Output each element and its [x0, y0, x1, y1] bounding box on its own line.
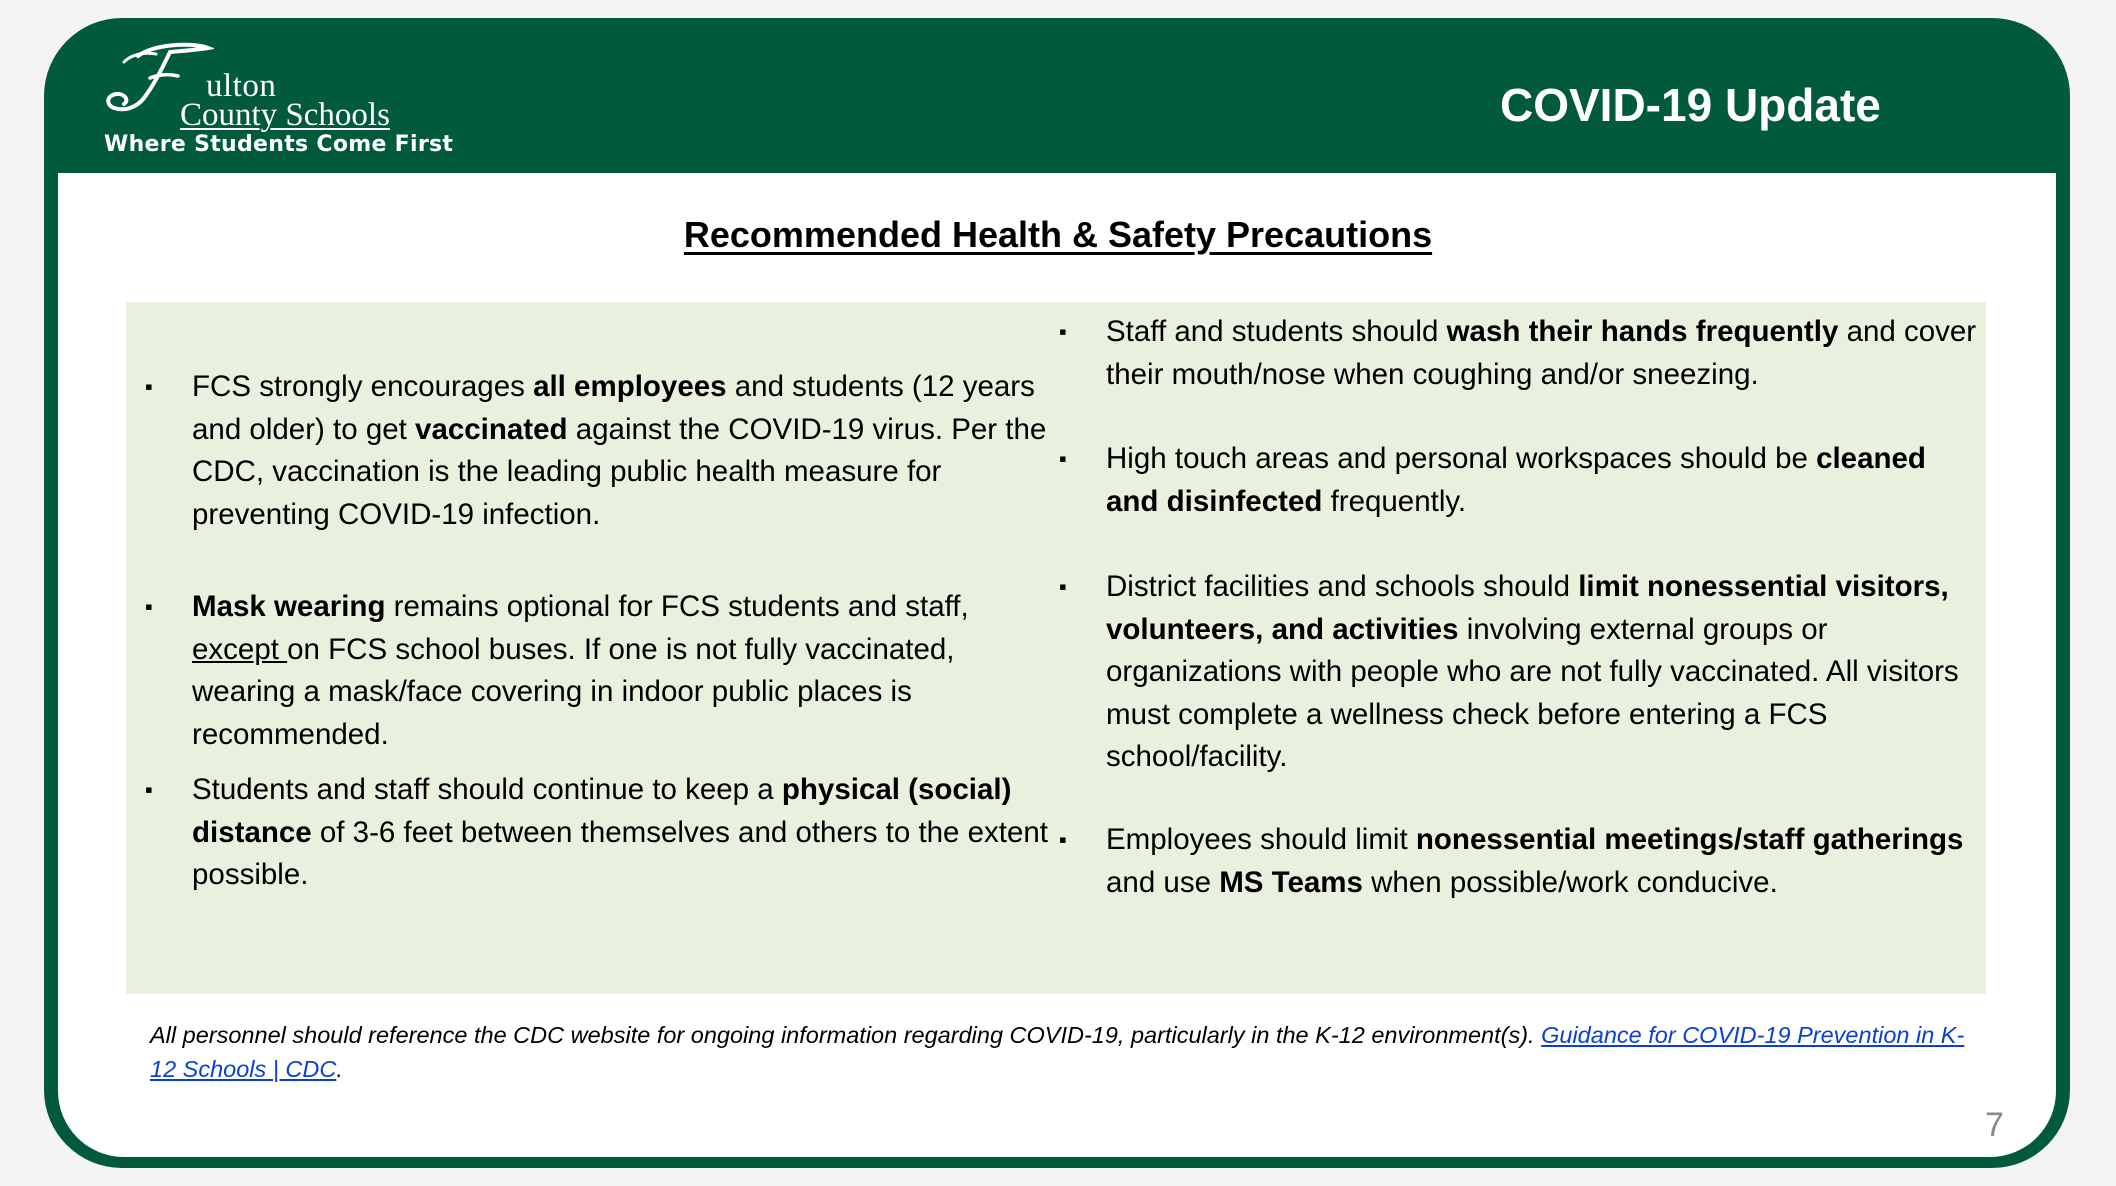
bullet-marker: ▪ — [145, 777, 153, 802]
bullet-marker: ▪ — [1059, 827, 1067, 852]
footnote — [150, 1018, 1970, 1086]
logo-line1: ulton — [206, 68, 277, 104]
text-run: and use — [1106, 865, 1220, 899]
bold-text: wash their hands frequently — [1446, 315, 1839, 348]
bullet-marker: ▪ — [1059, 446, 1067, 471]
bullet-text — [1106, 442, 1926, 518]
bullet-text — [192, 773, 1048, 891]
text-run: against the COVID-19 virus. Per the CDC, vaccination is the leading public health measure for preventing COVID-19 infection. — [192, 412, 1047, 531]
logo-tagline: Where Students Come First — [104, 132, 454, 157]
section-title: Recommended Health & Safety Precautions — [683, 214, 1433, 255]
bold-text: physical (social) distance — [192, 773, 1012, 849]
bold-text: all employees — [533, 370, 727, 403]
bullet-meetings — [1059, 819, 1986, 904]
bold-text: Mask wearing — [192, 590, 386, 623]
bullet-text — [192, 590, 969, 751]
header-title: COVID-19 Update — [1500, 79, 1881, 131]
text-run: frequently. — [1322, 484, 1467, 518]
bullet-cleaning — [1059, 438, 1986, 523]
text-run: involving external groups or organizations with people who are not fully vaccinated. All visitors must complete a wellness check before entering a FCS school/facility. — [1106, 612, 1959, 773]
page-number: 7 — [1985, 1106, 2004, 1144]
bullet-marker: ▪ — [1059, 574, 1067, 599]
bold-text: cleaned and disinfected — [1106, 442, 1926, 518]
text-run: Students and staff should continue to keep a — [192, 773, 782, 806]
bullet-text — [1106, 315, 1976, 391]
text-run: High touch areas and personal workspaces should be — [1106, 442, 1817, 475]
text-run: and students (12 years and older) to get — [192, 370, 1035, 446]
bullet-physical-distance — [145, 769, 1052, 897]
text-run: District facilities and schools should — [1106, 570, 1579, 603]
text-run: remains optional for FCS students and staff, — [385, 590, 969, 623]
footnote-end: . — [336, 1056, 343, 1082]
text-run: on FCS school buses. If one is not fully vaccinated, wearing a mask/face covering in indoor public places is recommended. — [192, 632, 955, 751]
text-run: Staff and students should — [1106, 315, 1447, 348]
bullet-text — [1106, 823, 1963, 899]
bullet-hand-washing — [1059, 311, 1986, 396]
bullet-mask-wearing — [145, 586, 1052, 756]
footnote-text: All personnel should reference the CDC website for ongoing information regarding COVID-19, particularly in the K-12 environment(s). — [150, 1022, 1542, 1048]
bullet-text — [1106, 570, 1959, 773]
bullet-marker: ▪ — [145, 374, 153, 399]
text-run: of 3-6 feet between themselves and others to the extent possible. — [192, 815, 1049, 891]
bullet-marker: ▪ — [145, 594, 153, 619]
text-run: Employees should limit — [1106, 823, 1416, 856]
bullet-vaccination — [145, 366, 1052, 536]
text-run: and cover their mouth/nose when coughing and/or sneezing. — [1106, 315, 1977, 391]
bullet-marker: ▪ — [1059, 319, 1067, 344]
bullet-text — [192, 370, 1046, 531]
cdc-guidance-link[interactable]: Guidance for COVID-19 Prevention in K-12 Schools | CDC — [150, 1022, 1965, 1082]
bold-text: limit nonessential visitors, volunteers, and activities — [1106, 570, 1949, 646]
bold-text: MS Teams — [1219, 865, 1363, 899]
bold-text: nonessential meetings/staff gatherings — [1415, 823, 1964, 856]
text-run: FCS strongly encourages — [192, 370, 534, 403]
underlined-text: except — [192, 632, 288, 666]
text-run: when possible/work conducive. — [1362, 865, 1778, 899]
bullet-visitors — [1059, 566, 1986, 779]
bold-text: vaccinated — [415, 412, 568, 446]
logo-line2: County Schools — [180, 97, 390, 133]
fulton-county-schools-logo — [104, 42, 454, 160]
